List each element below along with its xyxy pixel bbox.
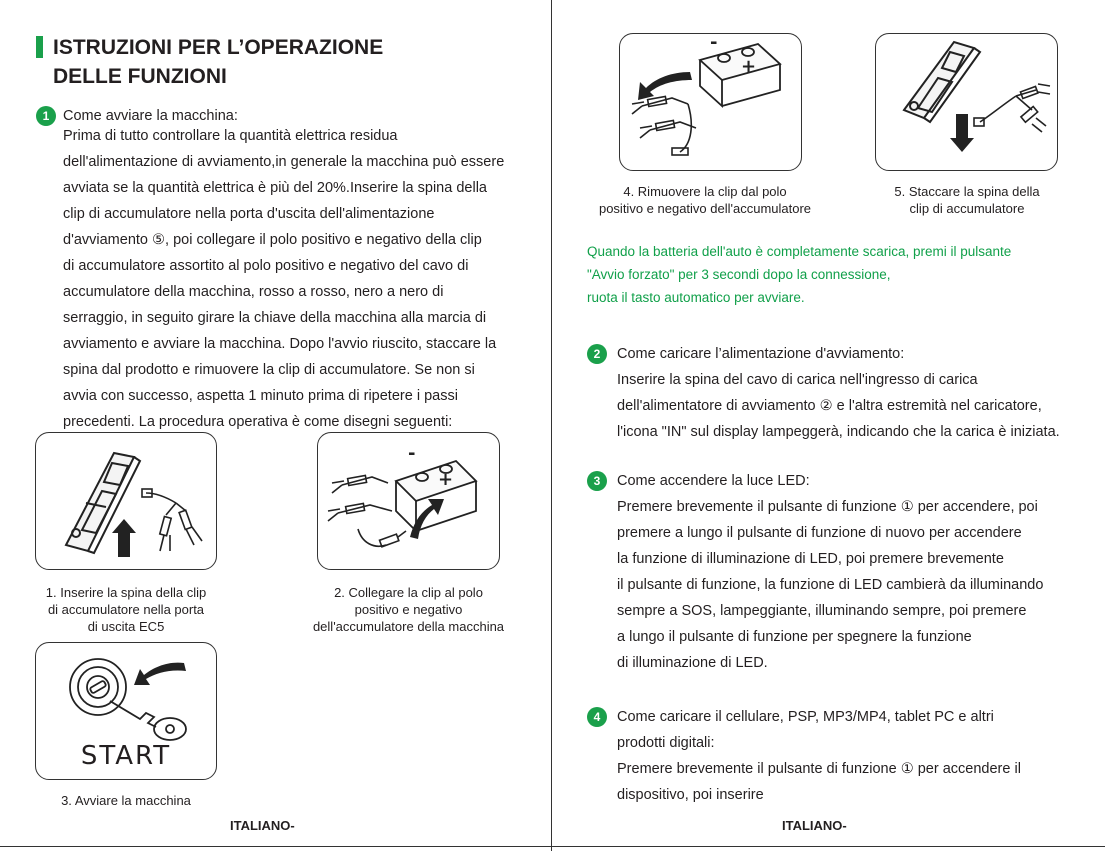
body-line: l'icona "IN" sul display lampeggerà, indicando che la carica è iniziata. — [617, 424, 1060, 440]
page-divider — [551, 0, 552, 851]
section-4-heading — [617, 704, 994, 756]
body-line: clip di accumulatore nella porta d'uscita dell'alimentazione — [63, 206, 435, 222]
figure-2-connect-clamps — [317, 432, 500, 570]
section-2-body — [617, 367, 1060, 445]
plus-sign: + — [741, 56, 757, 77]
body-line: Inserire la spina del cavo di carica nell'ingresso di carica — [617, 372, 978, 388]
figure-4-caption — [580, 183, 830, 217]
title-line-2: DELLE FUNZIONI — [53, 65, 227, 88]
figure-5-unplug-clamps — [875, 33, 1058, 171]
section-4-body — [617, 756, 1021, 808]
body-line: dell'alimentazione di avviamento,in generale la macchina può essere — [63, 154, 505, 170]
caption-line: 5. Staccare la spina della — [894, 184, 1040, 199]
caption-line: clip di accumulatore — [909, 201, 1025, 216]
section-number-3: 3 — [587, 471, 607, 491]
section-2-heading: Come caricare l’alimentazione d'avviamento: — [617, 346, 905, 362]
body-line: la funzione di illuminazione di LED, poi premere brevemente — [617, 551, 1004, 567]
title-line-1: ISTRUZIONI PER L’OPERAZIONE — [53, 36, 384, 59]
section-1-body — [63, 123, 504, 435]
title-accent-bar — [36, 36, 43, 58]
figure-3-start-machine — [35, 642, 217, 780]
caption-line: di accumulatore nella porta — [47, 602, 205, 617]
ignition-key-icon — [70, 659, 186, 740]
page-title — [53, 33, 383, 91]
section-3-body — [617, 494, 1043, 676]
figure-5-caption — [858, 183, 1076, 217]
caption-line: 2. Collegare la clip al polo — [334, 585, 483, 600]
caption-line: positivo e negativo — [354, 602, 463, 617]
right-footer: ITALIANO- — [782, 818, 847, 833]
section-number-1: 1 — [36, 106, 56, 126]
section-3-heading: Come accendere la luce LED: — [617, 473, 810, 489]
clamp-icon — [974, 84, 1050, 132]
body-line: Premere brevemente il pulsante di funzione ① per accendere il — [617, 761, 1021, 777]
section-1-heading: Come avviare la macchina: — [63, 108, 238, 124]
device-icon — [904, 42, 980, 122]
bottom-rule — [0, 846, 1105, 847]
battery-icon — [396, 461, 476, 531]
forced-start-note — [587, 240, 1011, 309]
figure-1-caption — [24, 584, 228, 635]
minus-sign: - — [408, 443, 416, 464]
arrow-icon — [950, 114, 974, 152]
body-line: di illuminazione di LED. — [617, 655, 768, 671]
start-label: START — [80, 741, 172, 771]
arrow-icon — [134, 663, 186, 685]
figure-4-remove-clamps — [619, 33, 802, 171]
battery-icon — [700, 44, 780, 106]
figure-3-caption — [24, 792, 228, 809]
figure-1-insert-plug — [35, 432, 217, 570]
body-line: Prima di tutto controllare la quantità elettrica residua — [63, 128, 398, 144]
body-line: spina dal prodotto e rimuovere la clip di accumulatore. Se non si — [63, 362, 475, 378]
body-line: avviamento e avviare la macchina. Dopo l'avvio riuscito, staccare la — [63, 336, 497, 352]
caption-line: 4. Rimuovere la clip dal polo — [623, 184, 787, 199]
clamp-icon — [142, 489, 202, 551]
left-footer: ITALIANO- — [230, 818, 295, 833]
body-line: d'avviamento ⑤, poi collegare il polo positivo e negativo della clip — [63, 232, 482, 248]
clamp-icon — [632, 96, 696, 155]
body-line: accumulatore della macchina, rosso a rosso, nero a nero di — [63, 284, 444, 300]
heading-line: Come caricare il cellulare, PSP, MP3/MP4, tablet PC e altri — [617, 709, 994, 725]
clamp-icon — [328, 475, 406, 546]
note-line: "Avvio forzato" per 3 secondi dopo la connessione, — [587, 267, 891, 282]
plus-sign: + — [438, 469, 454, 490]
caption-line: dell'accumulatore della macchina — [312, 619, 505, 634]
caption-line: 3. Avviare la macchina — [61, 793, 191, 808]
body-line: avvia con successo, aspetta 1 minuto prima di ripetere i passi — [63, 388, 458, 404]
note-line: Quando la batteria dell'auto è completamente scarica, premi il pulsante — [587, 244, 1012, 259]
caption-line: positivo e negativo dell'accumulatore — [598, 201, 812, 216]
body-line: avviata se la quantità elettrica è più del 20%.Inserire la spina della — [63, 180, 487, 196]
minus-sign: - — [710, 34, 718, 53]
body-line: di accumulatore assortito al polo positivo e negativo del cavo di — [63, 258, 469, 274]
caption-line: di uscita EC5 — [87, 619, 165, 634]
body-line: Premere brevemente il pulsante di funzione ① per accendere, poi — [617, 499, 1038, 515]
note-line: ruota il tasto automatico per avviare. — [587, 290, 805, 305]
body-line: il pulsante di funzione, la funzione di LED cambierà da illuminando — [617, 577, 1044, 593]
body-line: dispositivo, poi inserire — [617, 787, 764, 803]
figure-2-caption — [300, 584, 517, 635]
caption-line: 1. Inserire la spina della clip — [45, 585, 207, 600]
heading-line: prodotti digitali: — [617, 735, 715, 751]
body-line: precedenti. La procedura operativa è come disegni seguenti: — [63, 414, 453, 430]
section-number-2: 2 — [587, 344, 607, 364]
body-line: serraggio, in seguito girare la chiave della macchina alla marcia di — [63, 310, 487, 326]
arrow-icon — [112, 519, 136, 557]
body-line: sempre a SOS, lampeggiante, illuminando sempre, poi premere — [617, 603, 1027, 619]
body-line: dell'alimentatore di avviamento ② e l'altra estremità nel caricatore, — [617, 398, 1042, 414]
section-number-4: 4 — [587, 707, 607, 727]
body-line: a lungo il pulsante di funzione per spegnere la funzione — [617, 629, 972, 645]
body-line: premere a lungo il pulsante di funzione di nuovo per accendere — [617, 525, 1022, 541]
